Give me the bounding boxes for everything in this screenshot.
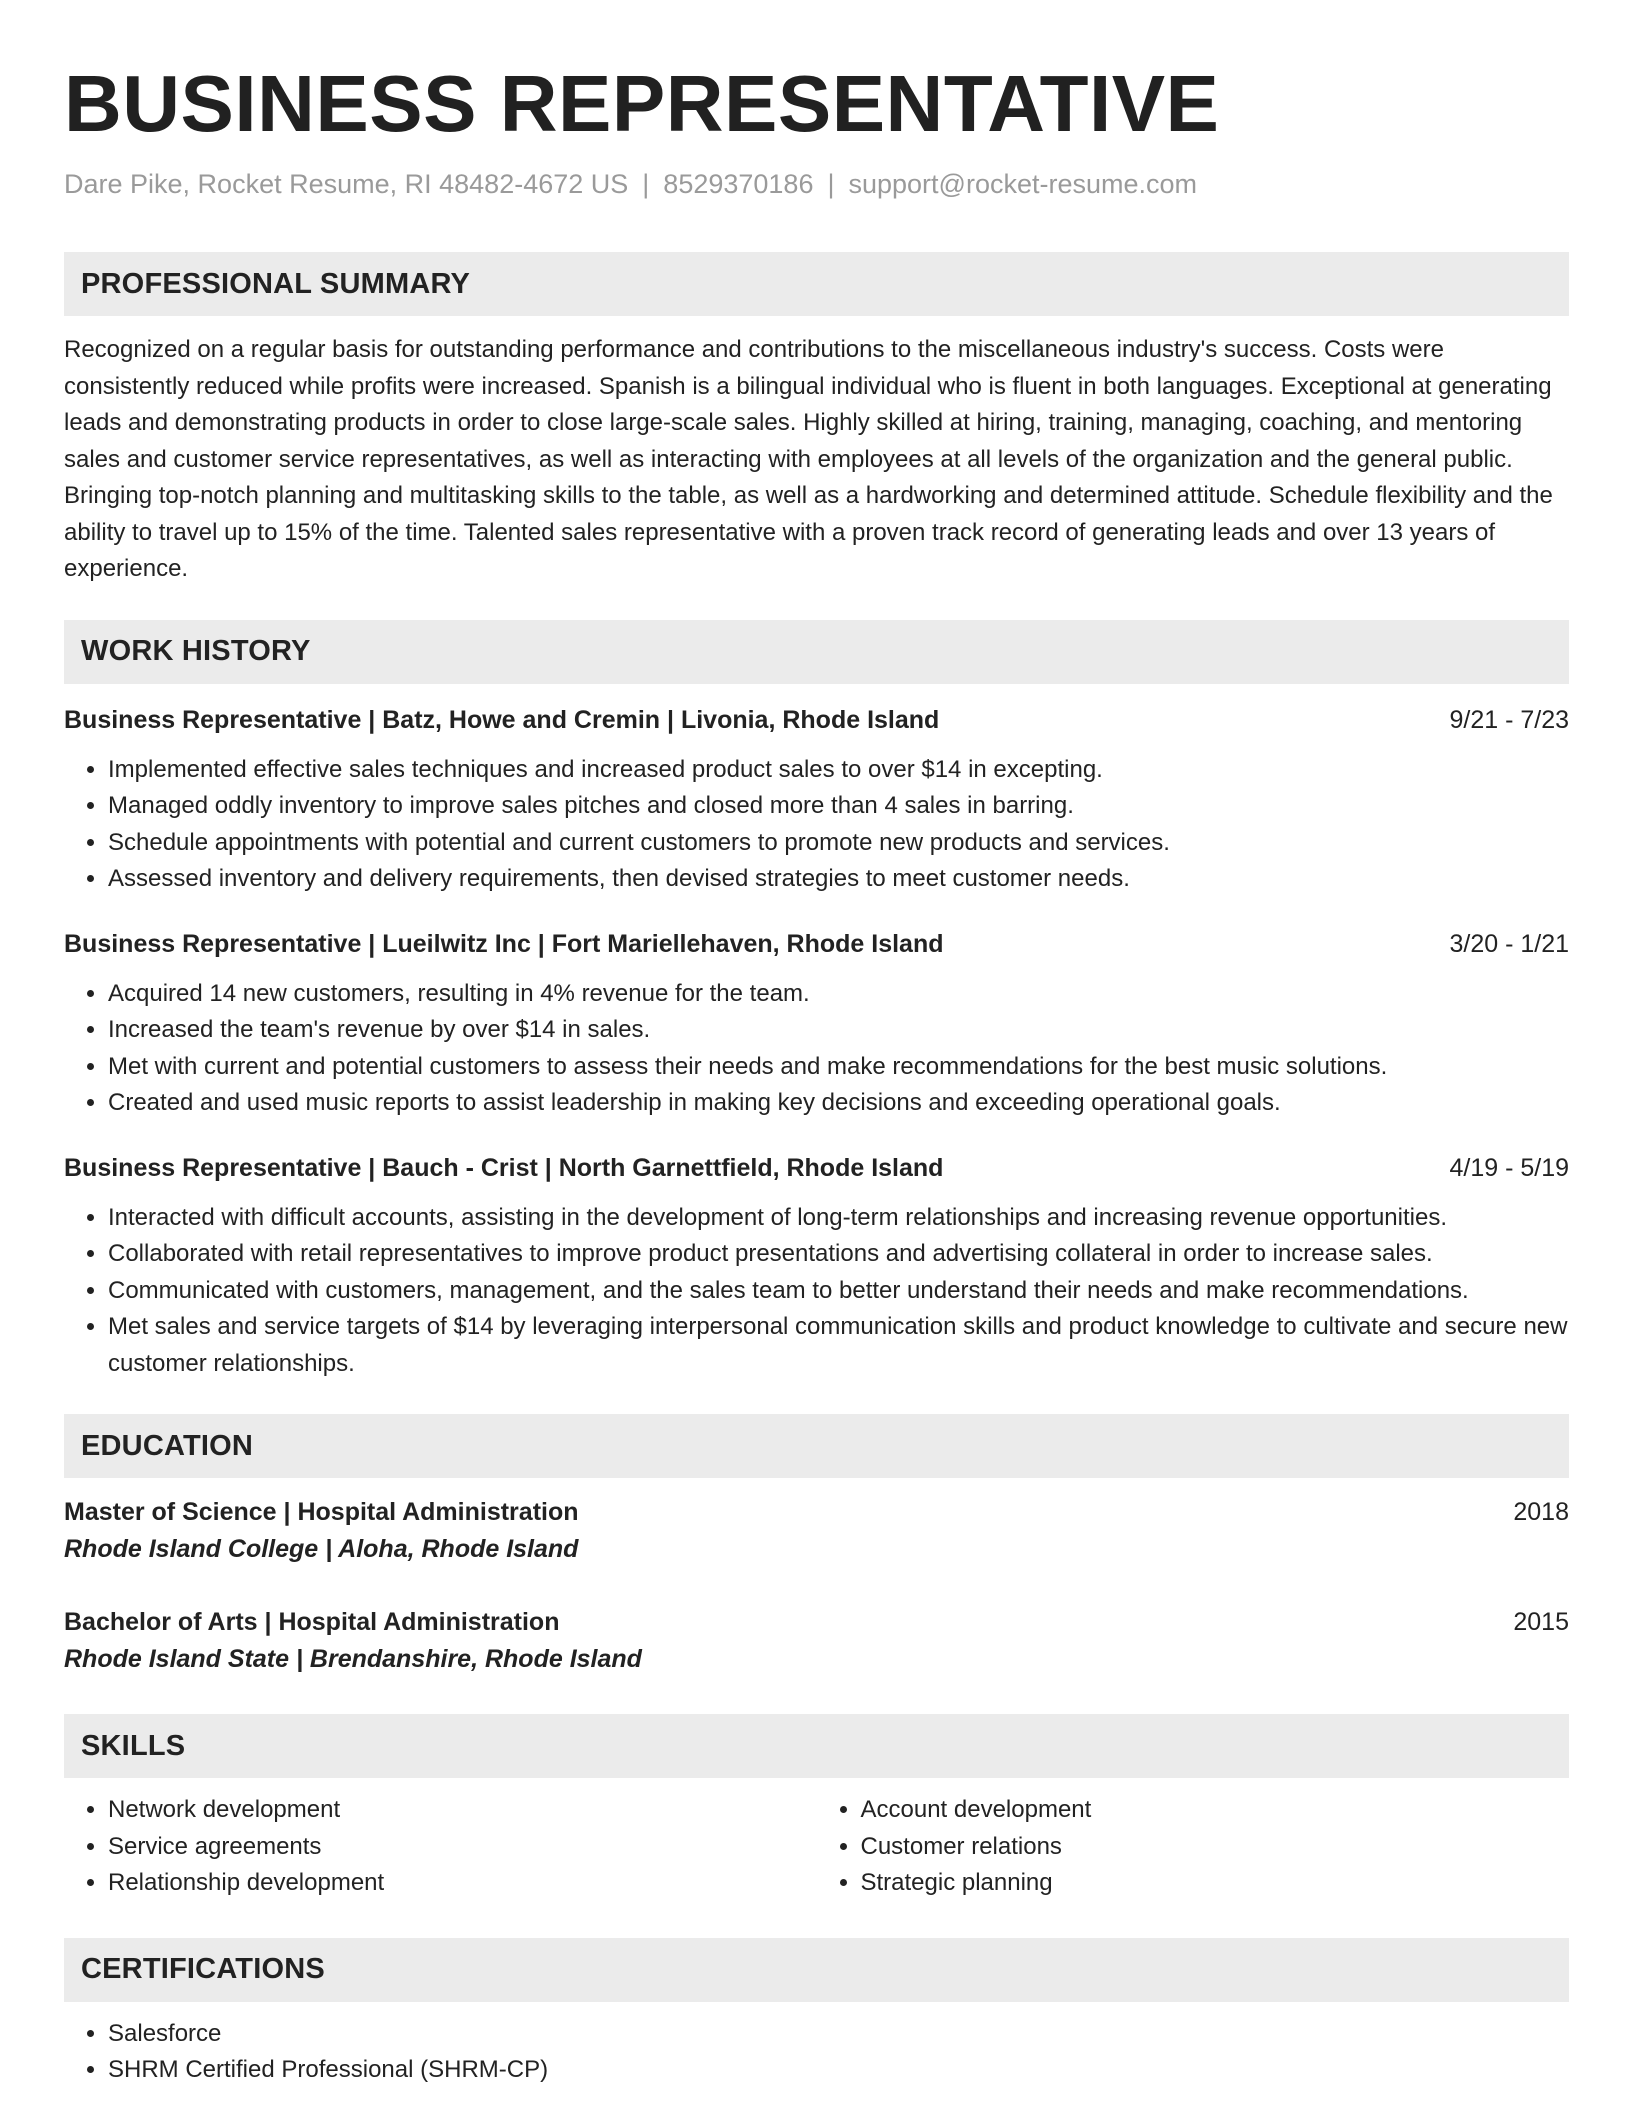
skill-item: • Relationship development [108,1865,817,1902]
contact-separator: | [642,169,650,199]
job-bullet: • Interacted with difficult accounts, assisting in the development of long-term relationships and increasing revenue opportunities. [108,1200,1569,1237]
skill-item: • Customer relations [861,1829,1570,1866]
job-bullet: • Assessed inventory and delivery requirements, then devised strategies to meet customer needs. [108,861,1569,898]
skills-column-right [817,1792,1570,1902]
contact-line [64,166,1569,202]
skills-column-left [64,1792,817,1902]
job-entry [64,702,1569,898]
job-bullet: • Met sales and service targets of $14 by leveraging interpersonal communication skills and product knowledge to cultivate and secure new customer relationships. [108,1309,1569,1382]
contact-email: support@rocket-resume.com [848,169,1198,199]
job-bullet: • Met with current and potential customers to assess their needs and make recommendations for the best music solutions. [108,1049,1569,1086]
skills-grid [64,1792,1569,1902]
section-header-skills: SKILLS [64,1714,1569,1778]
job-entry [64,926,1569,1122]
graduation-year: 2015 [1513,1608,1569,1636]
job-dates: 9/21 - 7/23 [1449,705,1569,734]
graduation-year: 2018 [1513,1498,1569,1526]
section-header-certifications: CERTIFICATIONS [64,1938,1569,2002]
skill-item: • Service agreements [108,1829,817,1866]
certification-item: • SHRM Certified Professional (SHRM-CP) [108,2052,1569,2089]
contact-separator: | [827,169,835,199]
job-bullet: • Collaborated with retail representatives to improve product presentations and advertising collateral in order to increase sales. [108,1236,1569,1273]
skill-item: • Strategic planning [861,1865,1570,1902]
certification-list [64,2016,1569,2089]
job-bullet: • Created and used music reports to assist leadership in making key decisions and exceeding operational goals. [108,1085,1569,1122]
certification-item: • Salesforce [108,2016,1569,2053]
job-title: Business Representative | Bauch - Crist | North Garnettfield, Rhode Island [64,1153,944,1182]
education-entry [64,1494,1569,1568]
section-header-summary: PROFESSIONAL SUMMARY [64,252,1569,316]
degree: Master of Science | Hospital Administration [64,1498,579,1526]
job-bullet: • Increased the team's revenue by over $14 in sales. [108,1012,1569,1049]
job-bullet: • Communicated with customers, management, and the sales team to better understand their needs and make recommendations. [108,1273,1569,1310]
job-dates: 3/20 - 1/21 [1449,929,1569,958]
skill-item: • Account development [861,1792,1570,1829]
education-entry [64,1604,1569,1678]
resume-title: BUSINESS REPRESENTATIVE [64,59,1220,148]
school: Rhode Island College | Aloha, Rhode Island [64,1535,579,1563]
section-header-work-history: WORK HISTORY [64,620,1569,684]
contact-address: Dare Pike, Rocket Resume, RI 48482-4672 US [64,169,629,199]
job-bullet: • Acquired 14 new customers, resulting in 4% revenue for the team. [108,976,1569,1013]
section-header-education: EDUCATION [64,1414,1569,1478]
contact-phone: 8529370186 [663,169,814,199]
job-bullet: • Implemented effective sales techniques and increased product sales to over $14 in excepting. [108,752,1569,789]
degree: Bachelor of Arts | Hospital Administration [64,1608,560,1636]
summary-text: Recognized on a regular basis for outstanding performance and contributions to the miscellaneous industry's success. Costs were consistently reduced while profits were increased. Spanish is a bilingual individual who is fluent in both languages. Exceptional at generating leads and demonstrating products in order to close large-scale sales. Highly skilled at hiring, training, managing, coaching, and mentoring sales and customer service representatives, as well as interacting with employees at all levels of the organization and the general public. Bringing top-notch planning and multitasking skills to the table, as well as a hardworking and determined attitude. Schedule flexibility and the ability to travel up to 15% of the time. Talented sales representative with a proven track record of generating leads and over 13 years of experience. [64,336,1553,582]
job-title: Business Representative | Batz, Howe and Cremin | Livonia, Rhode Island [64,705,940,734]
job-bullet: • Managed oddly inventory to improve sales pitches and closed more than 4 sales in barring. [108,788,1569,825]
school: Rhode Island State | Brendanshire, Rhode Island [64,1645,642,1673]
job-bullets [64,1200,1569,1383]
job-bullet: • Schedule appointments with potential and current customers to promote new products and services. [108,825,1569,862]
job-entry [64,1150,1569,1383]
skill-item: • Network development [108,1792,817,1829]
job-dates: 4/19 - 5/19 [1449,1153,1569,1182]
job-bullets [64,752,1569,898]
job-title: Business Representative | Lueilwitz Inc | Fort Mariellehaven, Rhode Island [64,929,944,958]
job-bullets [64,976,1569,1122]
